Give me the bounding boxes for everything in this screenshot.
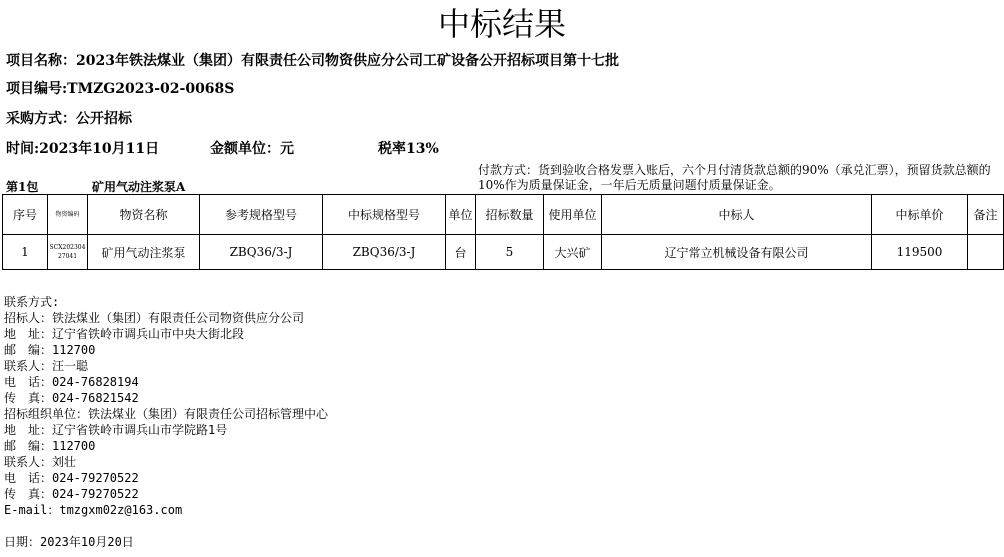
- project-number: 项目编号:TMZG2023-02-0068S: [6, 81, 235, 97]
- contact-line: 联系人：刘壮: [4, 455, 77, 469]
- contact-line: 招标人：铁法煤业（集团）有限责任公司物资供应分公司: [4, 311, 305, 325]
- contact-line: 招标组织单位：铁法煤业（集团）有限责任公司招标管理中心: [4, 407, 329, 421]
- contact-line: 传 真：024-79270522: [4, 487, 139, 501]
- col-header: 物资名称: [88, 195, 200, 235]
- cell-user-unit: 大兴矿: [544, 235, 602, 270]
- contact-heading: 联系方式:: [4, 295, 60, 309]
- col-header: 物资编码: [48, 195, 88, 235]
- cell-unit-price: 119500: [872, 235, 968, 270]
- cell-seq: 1: [3, 235, 48, 270]
- cell-remark: [968, 235, 1004, 270]
- cell-unit: 台: [446, 235, 476, 270]
- col-header: 中标单价: [872, 195, 968, 235]
- col-header: 使用单位: [544, 195, 602, 235]
- contact-line: 传 真：024-76821542: [4, 391, 139, 405]
- cell-material-code: SCX202304 27041: [48, 235, 88, 270]
- amount-unit: 金额单位：元: [210, 141, 294, 157]
- col-header: 单位: [446, 195, 476, 235]
- col-header: 中标规格型号: [323, 195, 446, 235]
- contact-line: 电 话：024-79270522: [4, 471, 139, 485]
- publish-date: 日期：2023年10月20日: [4, 535, 134, 549]
- contact-email: E-mail：tmzgxm02z@163.com: [4, 503, 183, 517]
- result-table: [2, 194, 1004, 270]
- table-row: [3, 235, 1004, 270]
- page-title: 中标结果: [437, 5, 566, 43]
- contact-line: 地 址：辽宁省铁岭市调兵山市学院路1号: [4, 423, 228, 437]
- col-header: 中标人: [602, 195, 872, 235]
- col-header: 招标数量: [476, 195, 544, 235]
- cell-winner: 辽宁常立机械设备有限公司: [602, 235, 872, 270]
- payment-terms: 付款方式：货到验收合格发票入账后，六个月付清货款总额的90%（承兑汇票），预留货款总额的10%作为质量保证金，一年后无质量问题付质量保证金。: [478, 163, 991, 192]
- contact-line: 联系人：汪一聪: [4, 359, 89, 373]
- purchase-method: 采购方式：公开招标: [6, 111, 132, 127]
- table-header-row: [3, 195, 1004, 235]
- cell-material-name: 矿用气动注浆泵: [88, 235, 200, 270]
- contact-line: 地 址：辽宁省铁岭市调兵山市中央大街北段: [4, 327, 245, 341]
- col-header: 参考规格型号: [200, 195, 323, 235]
- cell-ref-spec: ZBQ36/3-J: [200, 235, 323, 270]
- col-header: 序号: [3, 195, 48, 235]
- col-header: 备注: [968, 195, 1004, 235]
- bid-time: 时间:2023年10月11日: [6, 141, 160, 157]
- tax-rate: 税率13%: [378, 141, 439, 157]
- package-number: 第1包: [6, 180, 39, 194]
- contact-line: 电 话：024-76828194: [4, 375, 139, 389]
- contact-line: 邮 编：112700: [4, 343, 96, 357]
- package-name: 矿用气动注浆泵A: [92, 180, 186, 194]
- cell-quantity: 5: [476, 235, 544, 270]
- cell-win-spec: ZBQ36/3-J: [323, 235, 446, 270]
- contact-line: 邮 编：112700: [4, 439, 96, 453]
- project-name: 项目名称：2023年铁法煤业（集团）有限责任公司物资供应分公司工矿设备公开招标项目第十七批: [6, 53, 619, 69]
